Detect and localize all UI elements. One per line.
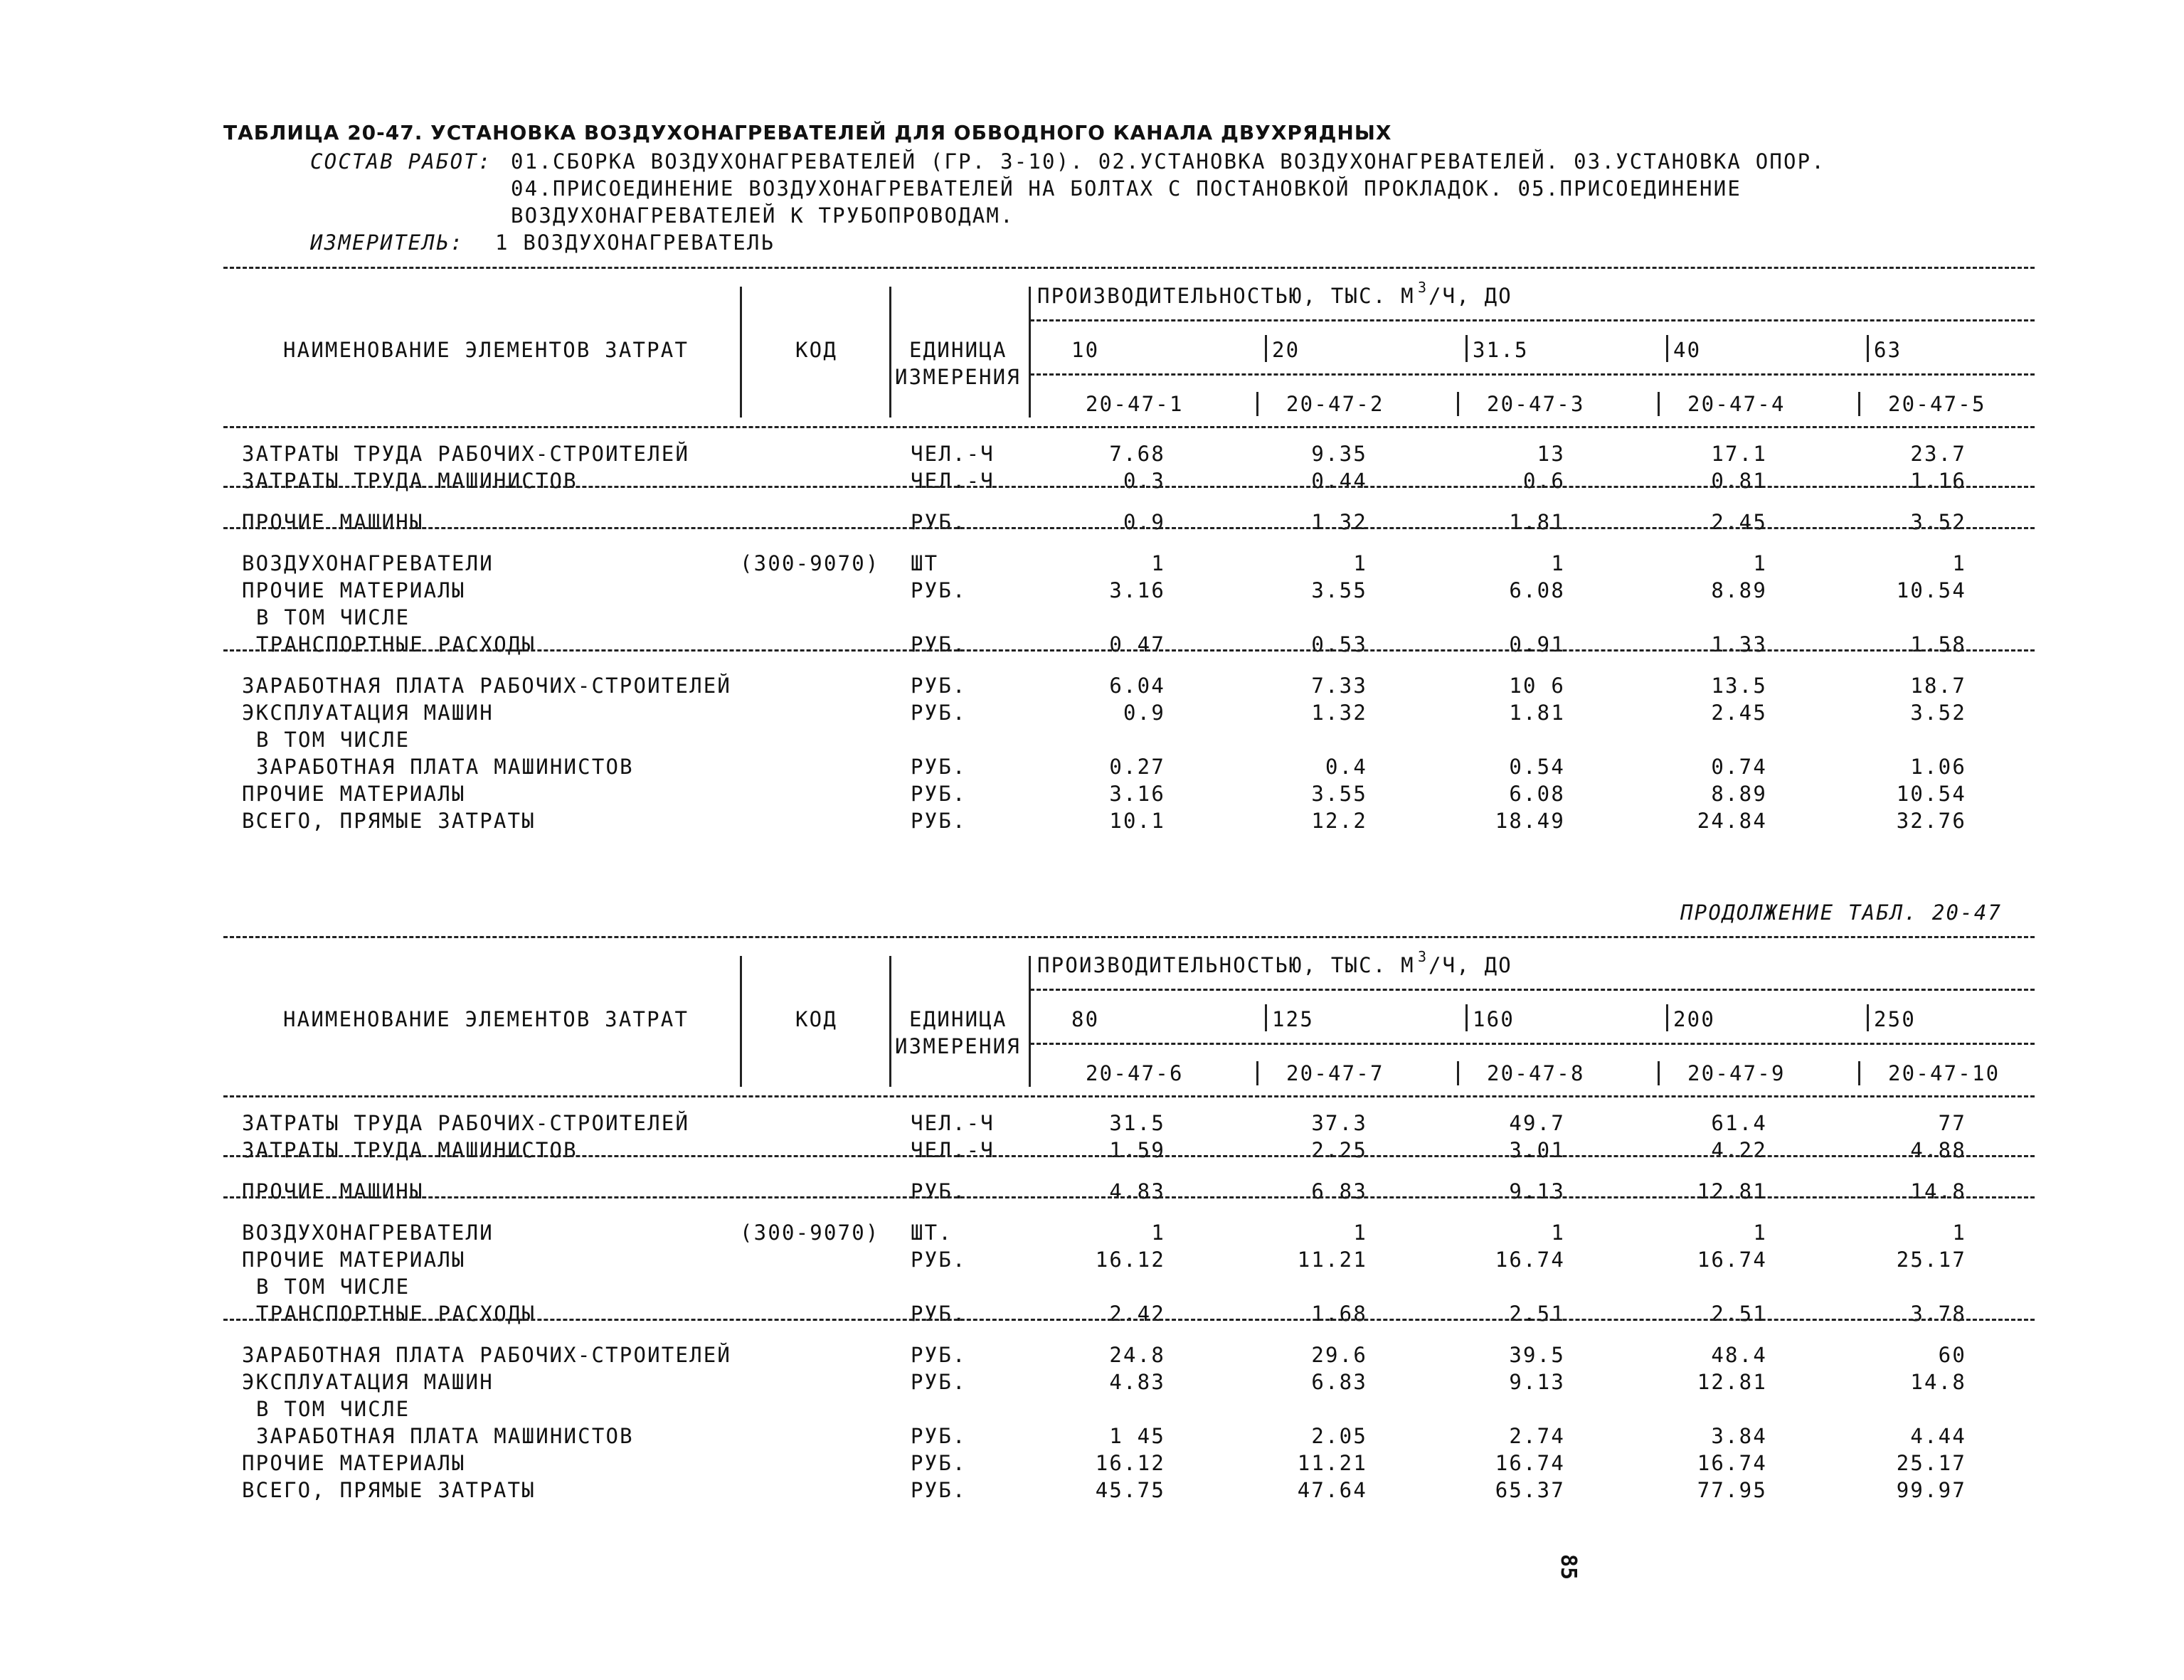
row-value: 25.17 [1896, 1451, 1966, 1475]
row-value: 2.25 [1311, 1138, 1367, 1162]
row-resource-code: (300-9070) [740, 551, 880, 575]
row-name: ПРОЧИЕ МАТЕРИАЛЫ [242, 782, 466, 806]
row-name: ВСЕГО, ПРЯМЫЕ ЗАТРАТЫ [242, 1478, 536, 1502]
row-value: 1 [1151, 1221, 1165, 1245]
row-value: 61.4 [1711, 1111, 1767, 1135]
row-unit: РУБ. [911, 1424, 967, 1448]
row-value: 1.68 [1311, 1302, 1367, 1326]
row-name: ПРОЧИЕ МАШИНЫ [242, 1179, 424, 1203]
capacity-header: 10 [1071, 338, 1100, 362]
row-value: 17.1 [1711, 442, 1767, 466]
row-value: 1 [1551, 1221, 1565, 1245]
row-value: 0.27 [1109, 755, 1165, 779]
table-rule [223, 1155, 2035, 1157]
row-value: 1.58 [1910, 632, 1966, 656]
capacity-header: 31.5 [1473, 338, 1529, 362]
row-value: 12.2 [1311, 809, 1367, 833]
row-name: ПРОЧИЕ МАТЕРИАЛЫ [242, 1451, 466, 1475]
row-value: 1 32 [1311, 510, 1367, 534]
capacity-header: 80 [1071, 1007, 1100, 1031]
row-name: ЗАТРАТЫ ТРУДА РАБОЧИХ-СТРОИТЕЛЕЙ [242, 1111, 690, 1135]
row-value: 0.9 [1123, 510, 1165, 534]
row-value: 2.45 [1711, 510, 1767, 534]
row-unit: РУБ. [911, 578, 967, 602]
table-column-divider [1029, 287, 1031, 418]
row-value: 1 [1551, 551, 1565, 575]
row-name: ЗАТРАТЫ ТРУДА РАБОЧИХ-СТРОИТЕЛЕЙ [242, 442, 690, 466]
table-column-divider [1858, 1061, 1860, 1085]
row-value: 1 [1753, 551, 1767, 575]
composition-label: СОСТАВ РАБОТ: [310, 149, 492, 174]
row-unit: РУБ. [911, 632, 967, 656]
table-column-divider [1465, 335, 1468, 362]
row-unit: РУБ. [911, 1451, 967, 1475]
header-col-code: КОД [795, 1007, 837, 1031]
row-value: 1 [1353, 551, 1367, 575]
row-value: 3.78 [1910, 1302, 1966, 1326]
norm-code: 20-47-9 [1687, 1061, 1786, 1085]
row-unit: РУБ. [911, 809, 967, 833]
row-value: 3.55 [1311, 782, 1367, 806]
row-value: 12.81 [1697, 1179, 1767, 1203]
row-value: 65.37 [1495, 1478, 1565, 1502]
row-value: 4.83 [1109, 1370, 1165, 1394]
row-value: 37.3 [1311, 1111, 1367, 1135]
row-value: 0.44 [1311, 469, 1367, 493]
norm-code: 20-47-6 [1086, 1061, 1184, 1085]
row-unit: РУБ. [911, 755, 967, 779]
row-value: 18.7 [1910, 674, 1966, 698]
meter-label: ИЗМЕРИТЕЛЬ: [310, 230, 465, 255]
header-col-unit: ИЗМЕРЕНИЯ [895, 1034, 1021, 1058]
row-value: 99.97 [1896, 1478, 1966, 1502]
row-name: ЭКСПЛУАТАЦИЯ МАШИН [242, 701, 494, 725]
row-value: 3.52 [1910, 701, 1966, 725]
row-name: ЗАРАБОТНАЯ ПЛАТА МАШИНИСТОВ [256, 755, 634, 779]
table-column-divider [889, 956, 891, 1087]
row-value: 48.4 [1711, 1343, 1767, 1367]
row-value: 3.52 [1910, 510, 1966, 534]
row-value: 9.13 [1509, 1179, 1565, 1203]
row-value: 3.16 [1109, 578, 1165, 602]
row-value: 1.81 [1509, 510, 1565, 534]
capacity-header: 250 [1874, 1007, 1916, 1031]
row-value: 4.22 [1711, 1138, 1767, 1162]
header-col-unit: ЕДИНИЦА [909, 1007, 1007, 1031]
row-value: 13 [1537, 442, 1565, 466]
capacity-header: 20 [1272, 338, 1300, 362]
continuation-label: ПРОДОЛЖЕНИЕ ТАБЛ. 20-47 [1680, 900, 2003, 925]
header-productivity-unit: /Ч, ДО [1428, 953, 1512, 977]
row-value: 8.89 [1711, 578, 1767, 602]
row-value: 3.16 [1109, 782, 1165, 806]
row-value: 1.16 [1910, 469, 1966, 493]
norm-code: 20-47-5 [1888, 392, 1986, 416]
table-title: ТАБЛИЦА 20-47. УСТАНОВКА ВОЗДУХОНАГРЕВАТЕЛЕЙ ДЛЯ ОБВОДНОГО КАНАЛА ДВУХРЯДНЫХ [223, 121, 1392, 144]
table-column-divider [1666, 1004, 1668, 1031]
table-column-divider [740, 287, 742, 418]
row-value: 7.68 [1109, 442, 1165, 466]
row-value: 47.64 [1297, 1478, 1367, 1502]
row-value: 11.21 [1297, 1451, 1367, 1475]
row-value: 0 47 [1109, 632, 1165, 656]
row-value: 3.84 [1711, 1424, 1767, 1448]
row-value: 11.21 [1297, 1248, 1367, 1272]
composition-line: 04.ПРИСОЕДИНЕНИЕ ВОЗДУХОНАГРЕВАТЕЛЕЙ НА БОЛТАХ С ПОСТАНОВКОЙ ПРОКЛАДОК. 05.ПРИСОЕДИНЕНИЕ [511, 176, 1742, 201]
row-value: 77 [1938, 1111, 1966, 1135]
table-column-divider [1265, 335, 1267, 362]
row-value: 39.5 [1509, 1343, 1565, 1367]
row-value: 2.74 [1509, 1424, 1565, 1448]
row-value: 49.7 [1509, 1111, 1565, 1135]
row-name: ЗАТРАТЫ ТРУДА МАШИНИСТОВ [242, 469, 578, 493]
row-name: В ТОМ ЧИСЛЕ [256, 605, 410, 629]
row-unit: ШТ [911, 551, 939, 575]
row-unit: ЧЕЛ.-Ч [911, 442, 995, 466]
table-column-divider [1658, 1061, 1660, 1085]
row-value: 45.75 [1095, 1478, 1165, 1502]
capacity-header: 125 [1272, 1007, 1314, 1031]
header-productivity-unit: /Ч, ДО [1428, 284, 1512, 308]
row-unit: ЧЕЛ.-Ч [911, 1138, 995, 1162]
row-value: 0.4 [1325, 755, 1367, 779]
row-value: 14.8 [1910, 1370, 1966, 1394]
table-rule [223, 527, 2035, 529]
row-value: 77.95 [1697, 1478, 1767, 1502]
header-productivity: ПРОИЗВОДИТЕЛЬНОСТЬЮ, ТЫС. М [1037, 953, 1415, 977]
table-rule [223, 426, 2035, 428]
row-value: 10.54 [1896, 782, 1966, 806]
row-value: 13.5 [1711, 674, 1767, 698]
row-name: ВОЗДУХОНАГРЕВАТЕЛИ [242, 1221, 494, 1245]
row-value: 18.49 [1495, 809, 1565, 833]
row-value: 0.9 [1123, 701, 1165, 725]
page-number: 85 [1556, 1554, 1581, 1580]
row-value: 16.74 [1697, 1451, 1767, 1475]
row-name: ПРОЧИЕ МАТЕРИАЛЫ [242, 1248, 466, 1272]
row-unit: ЧЕЛ.-Ч [911, 469, 995, 493]
row-value: 60 [1938, 1343, 1966, 1367]
table-column-divider [1457, 392, 1459, 416]
table-column-divider [1666, 335, 1668, 362]
row-unit: РУБ. [911, 1179, 967, 1203]
row-unit: РУБ. [911, 1302, 967, 1326]
row-unit: РУБ. [911, 1370, 967, 1394]
row-value: 1 [1151, 551, 1165, 575]
row-value: 2.51 [1509, 1302, 1565, 1326]
capacity-header: 160 [1473, 1007, 1515, 1031]
row-value: 6.08 [1509, 782, 1565, 806]
row-name: ВСЕГО, ПРЯМЫЕ ЗАТРАТЫ [242, 809, 536, 833]
row-name: ЗАРАБОТНАЯ ПЛАТА РАБОЧИХ-СТРОИТЕЛЕЙ [242, 674, 732, 698]
row-value: 24.84 [1697, 809, 1767, 833]
table-rule [1030, 373, 2035, 376]
composition-line: ВОЗДУХОНАГРЕВАТЕЛЕЙ К ТРУБОПРОВОДАМ. [511, 203, 1014, 228]
row-value: 7.33 [1311, 674, 1367, 698]
header-col-unit: ИЗМЕРЕНИЯ [895, 365, 1021, 389]
row-value: 9.13 [1509, 1370, 1565, 1394]
row-value: 0.54 [1509, 755, 1565, 779]
norm-code: 20-47-8 [1487, 1061, 1585, 1085]
table-rule [223, 267, 2035, 269]
table-column-divider [889, 287, 891, 418]
table-column-divider [1867, 1004, 1869, 1031]
norm-code: 20-47-4 [1687, 392, 1786, 416]
row-value: 2.05 [1311, 1424, 1367, 1448]
row-name: ВОЗДУХОНАГРЕВАТЕЛИ [242, 551, 494, 575]
row-unit: РУБ. [911, 1343, 967, 1367]
row-value: 0.81 [1711, 469, 1767, 493]
row-value: 1.59 [1109, 1138, 1165, 1162]
row-value: 31.5 [1109, 1111, 1165, 1135]
row-value: 0.74 [1711, 755, 1767, 779]
norm-code: 20-47-2 [1286, 392, 1384, 416]
row-name: ЭКСПЛУАТАЦИЯ МАШИН [242, 1370, 494, 1394]
row-name: ТРАНСПОРТНЫЕ РАСХОДЫ [256, 632, 536, 656]
row-name: В ТОМ ЧИСЛЕ [256, 1397, 410, 1421]
table-column-divider [1029, 956, 1031, 1087]
table-column-divider [1465, 1004, 1468, 1031]
header-col-name: НАИМЕНОВАНИЕ ЭЛЕМЕНТОВ ЗАТРАТ [283, 1007, 689, 1031]
row-value: 2.51 [1711, 1302, 1767, 1326]
norm-code: 20-47-3 [1487, 392, 1585, 416]
table-column-divider [1658, 392, 1660, 416]
row-name: В ТОМ ЧИСЛЕ [256, 728, 410, 752]
header-productivity-sup: 3 [1418, 279, 1428, 296]
row-name: ЗАРАБОТНАЯ ПЛАТА МАШИНИСТОВ [256, 1424, 634, 1448]
row-value: 16.12 [1095, 1248, 1165, 1272]
row-name: ПРОЧИЕ МАТЕРИАЛЫ [242, 578, 466, 602]
composition-line: 01.СБОРКА ВОЗДУХОНАГРЕВАТЕЛЕЙ (ГР. 3-10). 02.УСТАНОВКА ВОЗДУХОНАГРЕВАТЕЛЕЙ. 03.УСТАНОВКА ОПОР. [511, 149, 1825, 174]
norm-code: 20-47-1 [1086, 392, 1184, 416]
row-value: 1.33 [1711, 632, 1767, 656]
row-name: В ТОМ ЧИСЛЕ [256, 1275, 410, 1299]
table-column-divider [1256, 1061, 1258, 1085]
row-value: 16.74 [1495, 1248, 1565, 1272]
row-unit: РУБ. [911, 782, 967, 806]
table-column-divider [1858, 392, 1860, 416]
row-value: 16.74 [1495, 1451, 1565, 1475]
row-value: 0.53 [1311, 632, 1367, 656]
capacity-header: 63 [1874, 338, 1902, 362]
row-value: 1 [1753, 1221, 1767, 1245]
row-value: 25.17 [1896, 1248, 1966, 1272]
table-column-divider [1265, 1004, 1267, 1031]
header-col-code: КОД [795, 338, 837, 362]
row-value: 1.81 [1509, 701, 1565, 725]
row-value: 6.04 [1109, 674, 1165, 698]
capacity-header: 200 [1673, 1007, 1715, 1031]
table-rule [223, 1095, 2035, 1097]
row-value: 8.89 [1711, 782, 1767, 806]
row-value: 2.45 [1711, 701, 1767, 725]
row-value: 10.1 [1109, 809, 1165, 833]
row-value: 4.44 [1910, 1424, 1966, 1448]
table-column-divider [1256, 392, 1258, 416]
row-value: 6 83 [1311, 1179, 1367, 1203]
row-value: 2.42 [1109, 1302, 1165, 1326]
row-value: 0.3 [1123, 469, 1165, 493]
table-rule [1030, 989, 2035, 991]
row-value: 29.6 [1311, 1343, 1367, 1367]
row-value: 23.7 [1910, 442, 1966, 466]
row-value: 6.83 [1311, 1370, 1367, 1394]
table-rule [223, 486, 2035, 488]
table-column-divider [1867, 335, 1869, 362]
row-value: 10.54 [1896, 578, 1966, 602]
row-value: 4.88 [1910, 1138, 1966, 1162]
row-value: 1.06 [1910, 755, 1966, 779]
row-value: 1 45 [1109, 1424, 1165, 1448]
row-value: 1 [1952, 551, 1966, 575]
row-value: 12.81 [1697, 1370, 1767, 1394]
table-rule [223, 1196, 2035, 1198]
row-value: 24.8 [1109, 1343, 1165, 1367]
row-unit: РУБ. [911, 701, 967, 725]
row-unit: РУБ. [911, 1248, 967, 1272]
row-value: 1 [1353, 1221, 1367, 1245]
table-rule [223, 936, 2035, 938]
capacity-header: 40 [1673, 338, 1702, 362]
row-name: ЗАРАБОТНАЯ ПЛАТА РАБОЧИХ-СТРОИТЕЛЕЙ [242, 1343, 732, 1367]
row-value: 1.32 [1311, 701, 1367, 725]
row-name: ЗАТРАТЫ ТРУДА МАШИНИСТОВ [242, 1138, 578, 1162]
row-value: 3.55 [1311, 578, 1367, 602]
row-value: 0.91 [1509, 632, 1565, 656]
row-value: 16.74 [1697, 1248, 1767, 1272]
norm-code: 20-47-7 [1286, 1061, 1384, 1085]
header-productivity: ПРОИЗВОДИТЕЛЬНОСТЬЮ, ТЫС. М [1037, 284, 1415, 308]
row-unit: ШТ. [911, 1221, 953, 1245]
table-rule [1030, 1043, 2035, 1045]
row-value: 6.08 [1509, 578, 1565, 602]
row-name: ПРОЧИЕ МАШИНЫ [242, 510, 424, 534]
row-value: 14.8 [1910, 1179, 1966, 1203]
norm-code: 20-47-10 [1888, 1061, 2000, 1085]
row-name: ТРАНСПОРТНЫЕ РАСХОДЫ [256, 1302, 536, 1326]
row-value: 1 [1952, 1221, 1966, 1245]
header-productivity-sup: 3 [1418, 948, 1428, 965]
row-unit: РУБ. [911, 674, 967, 698]
row-unit: РУБ. [911, 1478, 967, 1502]
meter-value: 1 ВОЗДУХОНАГРЕВАТЕЛЬ [495, 230, 775, 255]
row-unit: РУБ. [911, 510, 967, 534]
header-col-unit: ЕДИНИЦА [909, 338, 1007, 362]
row-value: 4.83 [1109, 1179, 1165, 1203]
table-column-divider [740, 956, 742, 1087]
row-value: 0.6 [1523, 469, 1565, 493]
header-col-name: НАИМЕНОВАНИЕ ЭЛЕМЕНТОВ ЗАТРАТ [283, 338, 689, 362]
row-value: 3.01 [1509, 1138, 1565, 1162]
row-unit: ЧЕЛ.-Ч [911, 1111, 995, 1135]
table-rule [223, 649, 2035, 652]
table-rule [1030, 319, 2035, 321]
row-value: 32.76 [1896, 809, 1966, 833]
table-rule [223, 1319, 2035, 1321]
row-resource-code: (300-9070) [740, 1221, 880, 1245]
row-value: 10 6 [1509, 674, 1565, 698]
row-value: 9.35 [1311, 442, 1367, 466]
table-column-divider [1457, 1061, 1459, 1085]
row-value: 16.12 [1095, 1451, 1165, 1475]
